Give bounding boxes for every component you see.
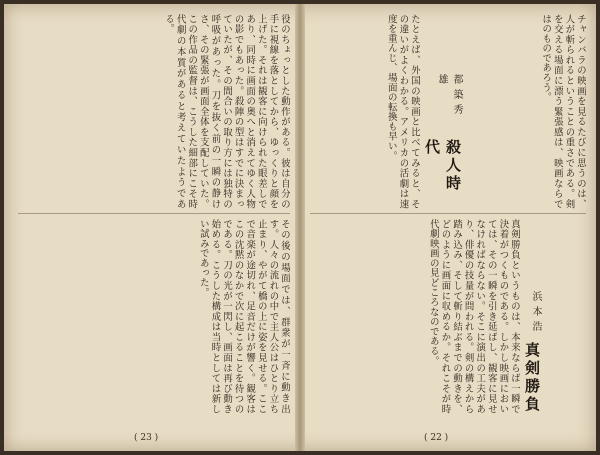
- right-top-body-right: [476, 14, 586, 209]
- page-number-left: ( 23 ): [134, 433, 159, 443]
- magazine-spread: [4, 4, 596, 451]
- article-title-block: [422, 14, 474, 209]
- article-text: 真剣勝負というものは、本来ならば一瞬で決着がつくものである。しかし映画においては、その一瞬を引き延ばし、観客に見せなければならない。そこに演出の工夫があり、俳優の技量が問われる。剣の構えから踏み込み、そして斬り結ぶまでの動きを、どのように画面に収めるか。それこそが時代劇映画の見どころなのである。: [427, 219, 520, 414]
- left-bottom-text: その後の場面では、群衆が一斉に動き出す。人々の流れの中で主人公はひとり立ち止まり、やがて橋の上に姿を見せる。ここで音楽が途切れ、足音だけが響く。観客はこの沈黙のなかで次に起こることを待つのである。刀の光が一閃し、画面は再び動き始める。こうした構成は当時としては新しい試みであった。: [197, 219, 290, 414]
- article-text: たとえば、外国の映画と比べてみると、その違いがよくわかる。アメリカの活劇は速度を重んじ、場面の転換も早い。: [385, 14, 420, 209]
- article-title: 真剣勝負: [523, 342, 541, 414]
- article-author: 浜本浩: [530, 291, 541, 336]
- right-top-body-left: [310, 14, 420, 209]
- right-page: [310, 14, 586, 414]
- right-bottom-body: [310, 219, 520, 414]
- left-page: [18, 14, 290, 414]
- left-section-divider: [18, 213, 290, 214]
- page-gutter: [295, 4, 305, 451]
- page-number-right: ( 22 ): [424, 433, 449, 443]
- article-title-block: [522, 219, 586, 414]
- left-top-block: [18, 14, 290, 209]
- left-top-text: 役のちょっとした動作がある。彼は自分の手に視線を落としてから、ゆっくりと顔を上げた。それは観客に向けられた眼差しであり、同時に画面の奥へと消えてゆく人物の影でもあった。殺陣の型はすでに決まっていたが、その間合いの取り方には独特の呼吸があった。刀を抜く前の一瞬の静けさ、その緊張が画面全体を支配していた。この作品の監督は、こうした細部にこそ時代劇の本質があると考えていたようである。: [163, 14, 290, 209]
- article-title: 殺人時代: [423, 138, 462, 193]
- left-bottom-block: [18, 219, 290, 414]
- article-author: 都築秀雄: [436, 74, 462, 119]
- right-section-divider: [310, 213, 586, 214]
- article-text: チャンバラの映画を見るたびに思うのは、人が斬られるということの重さである。剣を交える場面に漂う緊張感は、映画ならではのものであろう。: [540, 14, 586, 209]
